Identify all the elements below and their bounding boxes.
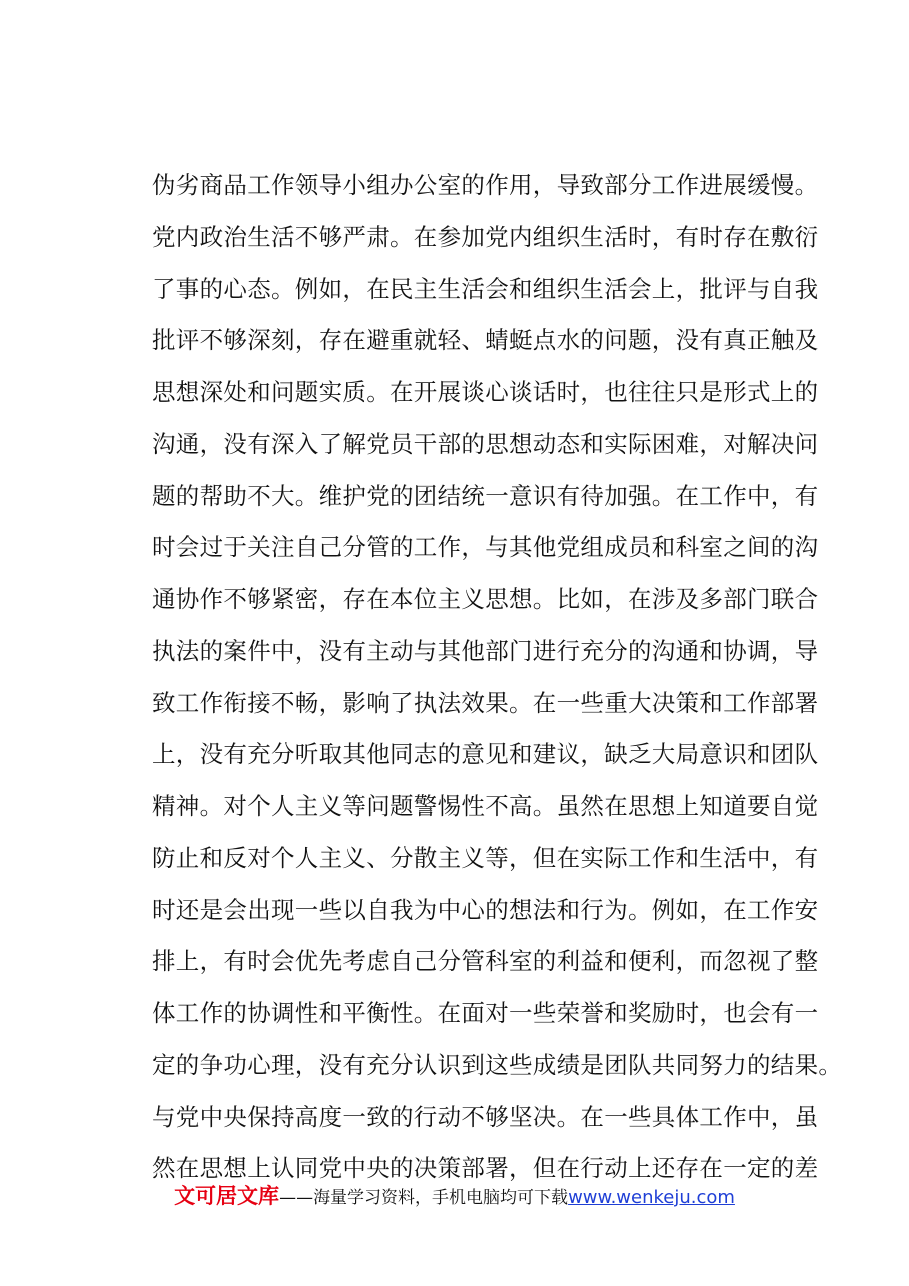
text-line: 定的争功心理，没有充分认识到这些成绩是团队共同努力的结果。 bbox=[152, 1050, 843, 1079]
text-line: 体工作的协调性和平衡性。在面对一些荣誉和奖励时，也会有一 bbox=[152, 999, 819, 1027]
text-line: 时会过于关注自己分管的工作，与其他党组成员和科室之间的沟 bbox=[152, 533, 819, 562]
text-line: 然在思想上认同党中央的决策部署，但在行动上还存在一定的差 bbox=[152, 1154, 819, 1183]
body-text bbox=[152, 160, 843, 1195]
text-line: 伪劣商品工作领导小组办公室的作用，导致部分工作进展缓慢。 bbox=[152, 171, 819, 199]
text-line: 通协作不够紧密，存在本位主义思想。比如，在涉及多部门联合 bbox=[152, 585, 819, 613]
text-line: 思想深处和问题实质。在开展谈心谈话时，也往往只是形式上的 bbox=[152, 378, 819, 406]
text-line: 防止和反对个人主义、分散主义等，但在实际工作和生活中，有 bbox=[152, 843, 819, 872]
text-line: 精神。对个人主义等问题警惕性不高。虽然在思想上知道要自觉 bbox=[152, 792, 819, 820]
text-line: 党内政治生活不够严肃。在参加党内组织生活时，有时存在敷衍 bbox=[152, 222, 819, 251]
text-line: 沟通，没有深入了解党员干部的思想动态和实际困难，对解决问 bbox=[152, 429, 819, 458]
text-line: 了事的心态。例如，在民主生活会和组织生活会上，批评与自我 bbox=[152, 274, 819, 303]
text-line: 时还是会出现一些以自我为中心的想法和行为。例如，在工作安 bbox=[152, 895, 819, 924]
footer-url-link[interactable]: www.wenkeju.com bbox=[568, 1187, 735, 1208]
page-footer bbox=[0, 1180, 909, 1210]
footer-brand: 文可居文库 bbox=[174, 1184, 280, 1208]
text-line: 题的帮助不大。维护党的团结统一意识有待加强。在工作中，有 bbox=[152, 481, 819, 510]
text-line: 批评不够深刻，存在避重就轻、蜻蜓点水的问题，没有真正触及 bbox=[152, 326, 819, 355]
text-line: 与党中央保持高度一致的行动不够坚决。在一些具体工作中，虽 bbox=[152, 1102, 819, 1131]
text-line: 执法的案件中，没有主动与其他部门进行充分的沟通和协调，导 bbox=[152, 636, 819, 665]
footer-tagline: ——海量学习资料，手机电脑均可下载 bbox=[279, 1188, 569, 1208]
text-line: 致工作衔接不畅，影响了执法效果。在一些重大决策和工作部署 bbox=[152, 688, 819, 717]
text-line: 排上，有时会优先考虑自己分管科室的利益和便利，而忽视了整 bbox=[152, 947, 819, 976]
text-line: 上，没有充分听取其他同志的意见和建议，缺乏大局意识和团队 bbox=[152, 740, 819, 769]
